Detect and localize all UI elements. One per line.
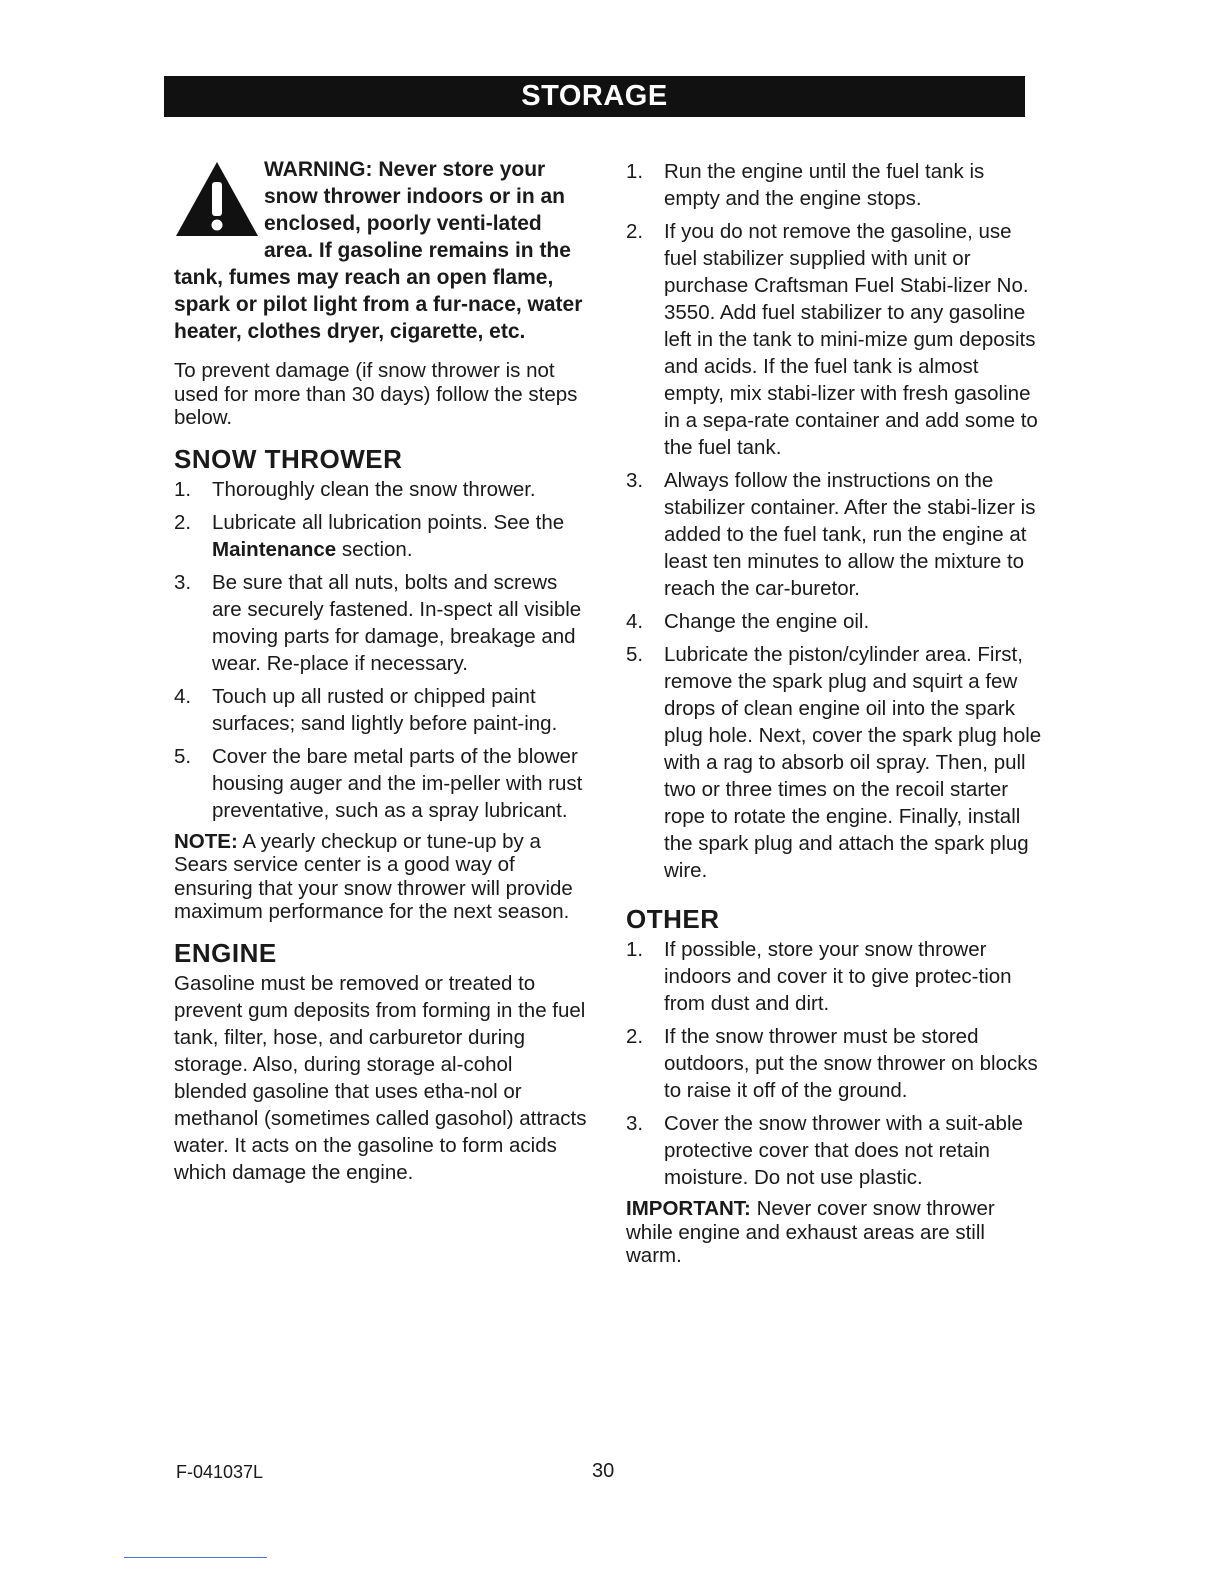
other-steps — [626, 936, 1042, 1191]
list-item: 3. Always follow the instructions on the stabilizer container. After the stabi-lizer is added to the fuel tank, run the engine at least ten minutes to allow the mixture to reach the car-buretor. — [626, 469, 1036, 600]
bottom-divider — [124, 1557, 267, 1558]
warning-block — [174, 156, 590, 345]
page-number: 30 — [592, 1460, 615, 1482]
other-heading: OTHER — [626, 904, 720, 934]
list-item: 1. If possible, store your snow thrower indoors and cover it to give protec-tion from dust and dirt. — [626, 938, 1012, 1015]
list-item: 1. Run the engine until the fuel tank is empty and the engine stops. — [626, 160, 985, 210]
warning-text: WARNING: Never store your snow thrower indoors or in an enclosed, poorly venti-lated area. If gasoline remains in the tank, fumes may reach an open flame, spark or pilot light from a fur-nace, water heater, clothes dryer, cigarette, etc. — [174, 158, 583, 343]
list-item: 4. Touch up all rusted or chipped paint surfaces; sand lightly before paint-ing. — [174, 684, 558, 735]
list-item: 5. Lubricate the piston/cylinder area. First, remove the spark plug and squirt a few drops of clean engine oil into the spark plug hole. Next, cover the spark plug hole with a rag to absorb oil spray. Then, pull two or three times on the recoil starter rope to rotate the engine. Finally, install the spark plug and attach the spark plug wire. — [626, 643, 1042, 882]
important-label: IMPORTANT: — [626, 1197, 751, 1220]
engine-heading: ENGINE — [174, 937, 277, 968]
important-text: Never cover snow thrower while engine and exhaust areas are still warm. — [626, 1197, 995, 1267]
snow-thrower-heading: SNOW THROWER — [174, 443, 403, 474]
document-code: F-041037L — [176, 1462, 264, 1482]
note-paragraph — [174, 830, 590, 924]
engine-text: Gasoline must be removed or treated to prevent gum deposits from forming in the fuel tank, filter, hose, and carburetor during storage. Also, during storage al-cohol blended gasoline that uses etha-nol or methanol (sometimes called gasohol) attracts water. It acts on the gasoline to form acids which damage the engine. — [174, 971, 587, 1184]
warning-triangle-icon — [174, 160, 260, 238]
note-label: NOTE: — [174, 829, 238, 853]
left-column — [174, 156, 590, 1186]
maintenance-reference: Maintenance — [212, 537, 337, 561]
intro-text: To prevent damage (if snow thrower is not used for more than 30 days) follow the steps below. — [174, 359, 578, 429]
page-title: STORAGE — [521, 80, 668, 112]
list-item: 1. Thoroughly clean the snow thrower. — [174, 477, 536, 501]
list-item: 5. Cover the bare metal parts of the blower housing auger and the im-peller with rust preventative, such as a spray lubricant. — [174, 744, 583, 822]
list-item: 4. Change the engine oil. — [626, 610, 870, 633]
list-item: 2. If you do not remove the gasoline, use fuel stabilizer supplied with unit or purchase Craftsman Fuel Stabi-lizer No. 3550. Add fuel stabilizer to any gasoline left in the tank to mini-mize gum deposits and acids. If the fuel tank is almost empty, mix stabi-lizer with fresh gasoline in a sepa-rate container and add some to the fuel tank. — [626, 220, 1038, 459]
list-item: 2. Lubricate all lubrication points. See the Maintenance section. — [174, 510, 565, 561]
right-column — [626, 156, 1042, 1268]
important-paragraph — [626, 1197, 1042, 1268]
list-item: 2. If the snow thrower must be stored outdoors, put the snow thrower on blocks to raise it off of the ground. — [626, 1025, 1038, 1102]
list-item: 3. Be sure that all nuts, bolts and screws are securely fastened. In-spect all visible moving parts for damage, breakage and wear. Re-place if necessary. — [174, 570, 582, 675]
list-item: 3. Cover the snow thrower with a suit-able protective cover that does not retain moisture. Do not use plastic. — [626, 1112, 1023, 1189]
note-text: A yearly checkup or tune-up by a Sears service center is a good way of ensuring that your snow thrower will provide maximum performance for the next season. — [174, 829, 573, 923]
snow-thrower-steps — [174, 476, 590, 824]
page-title-banner — [164, 76, 1025, 117]
engine-steps — [626, 158, 1042, 884]
